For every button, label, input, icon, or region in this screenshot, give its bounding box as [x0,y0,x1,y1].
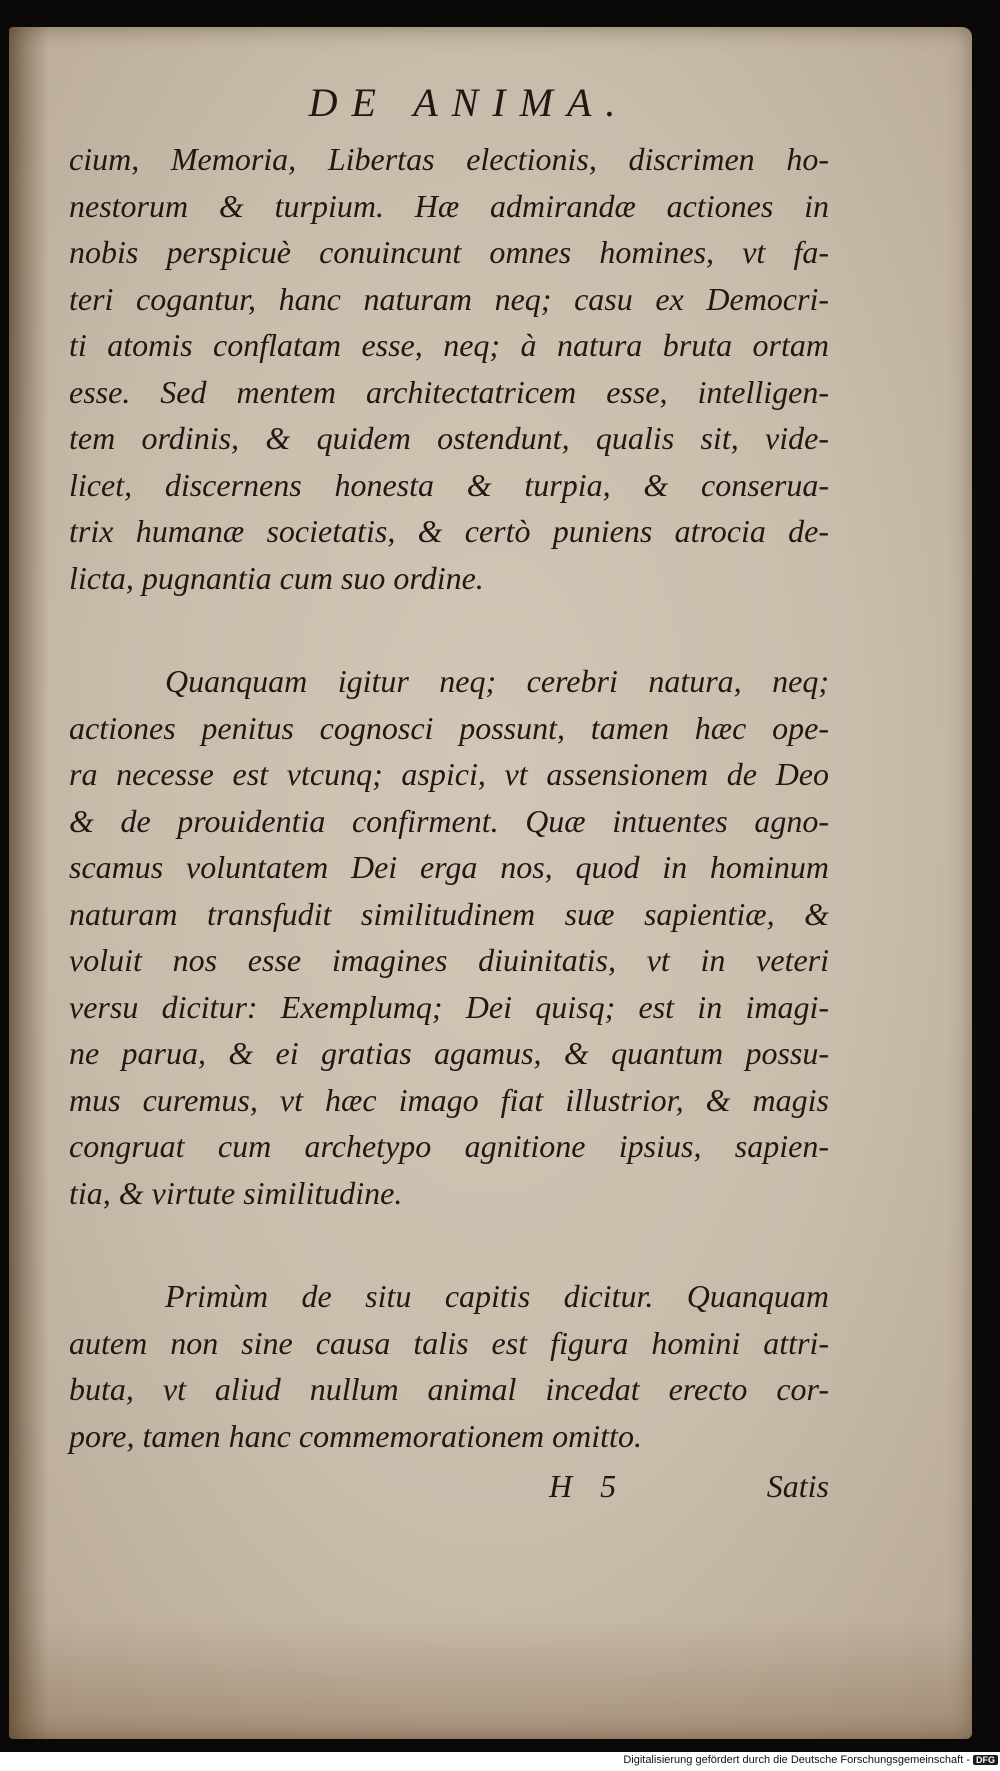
paragraph-3 [69,1273,829,1459]
dfg-logo: DFG [973,1755,998,1765]
text-line: trix humanæ societatis, & certò puniens atrocia de- [69,513,829,549]
text-line: pore, tamen hanc commemorationem omitto. [69,1417,642,1454]
text-line: esse. Sed mentem architectatricem esse, intelligen- [69,373,829,410]
text-line: teri cogantur, hanc naturam neq; casu ex Democri- [69,280,829,317]
text-line: tem ordinis, & quidem ostendunt, qualis sit, vide- [69,420,829,456]
digitization-credit [623,1754,998,1766]
text-line: licta, pugnantia cum suo ordine. [69,559,484,596]
catchword: Satis [766,1468,829,1504]
text-line: autem non sine causa talis est figura homini attri- [69,1324,829,1361]
paragraph-1 [69,136,829,601]
text-line: nobis perspicuè conuincunt omnes homines, vt fa- [69,234,829,270]
text-line: & de prouidentia confirment. Quæ intuentes agno- [69,802,829,839]
text-line: voluit nos esse imagines diuinitatis, vt in veteri [69,942,829,978]
text-line: Primùm de situ capitis dicitur. Quanquam [165,1278,829,1314]
text-line: Quanquam igitur neq; cerebri natura, neq; [165,663,829,699]
text-line: scamus voluntatem Dei erga nos, quod in hominum [69,849,829,885]
text-line: cium, Memoria, Libertas electionis, discrimen ho- [69,141,829,177]
paragraph-2 [69,658,829,1216]
text-line: ti atomis conflatam esse, neq; à natura bruta ortam [69,327,829,363]
text-line: mus curemus, vt hæc imago fiat illustrior, & magis [69,1081,829,1118]
book-page [9,27,972,1739]
text-line: ne parua, & ei gratias agamus, & quantum possu- [69,1035,829,1071]
text-line: ra necesse est vtcunq; aspici, vt assensionem de Deo [69,756,829,792]
text-block [69,79,829,1509]
text-line: versu dicitur: Exemplumq; Dei quisq; est in imagi- [69,988,829,1025]
text-line: actiones penitus cognosci possunt, tamen hæc ope- [69,709,829,746]
page-footer [69,1463,829,1509]
running-head: DE ANIMA. [308,80,630,125]
text-line: naturam transfudit similitudinem suæ sapientiæ, & [69,895,829,932]
text-line: licet, discernens honesta & turpia, & conserua- [69,466,829,503]
text-line: tia, & virtute similitudine. [69,1174,403,1211]
text-line: nestorum & turpium. Hæ admirandæ actiones in [69,187,829,224]
text-line: buta, vt aliud nullum animal incedat erecto cor- [69,1371,829,1407]
credit-text: Digitalisierung gefördert durch die Deutsche Forschungsgemeinschaft - [623,1754,970,1766]
text-line: congruat cum archetypo agnitione ipsius, sapien- [69,1128,829,1164]
signature-mark: H 5 [549,1468,627,1504]
